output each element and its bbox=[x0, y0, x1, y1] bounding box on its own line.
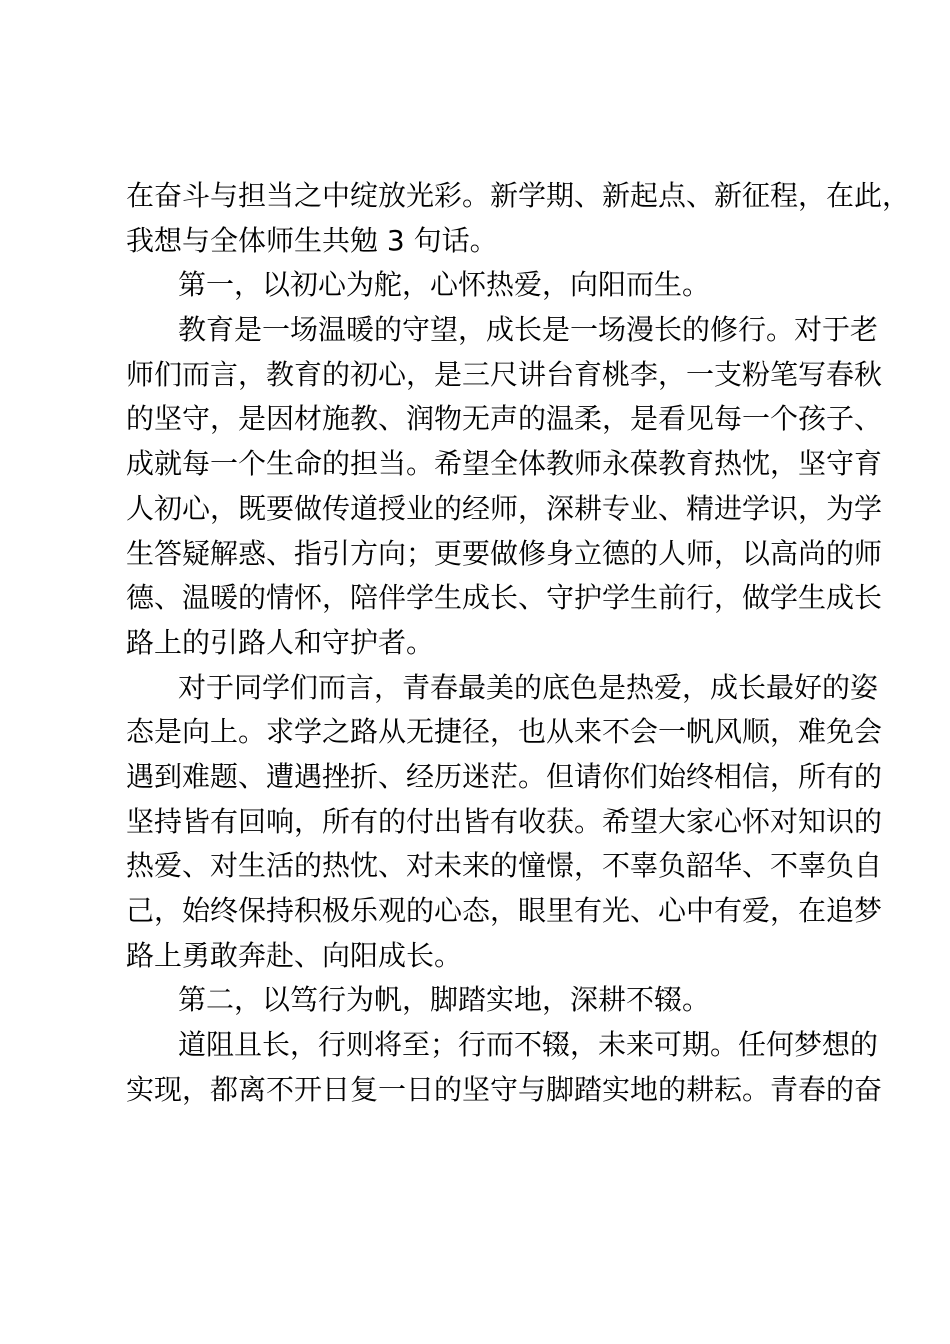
text-line: 遇到难题、遭遇挫折、经历迷茫。但请你们始终相信，所有的 bbox=[126, 759, 883, 793]
text-line: 第一，以初心为舵，心怀热爱，向阳而生。 bbox=[178, 268, 711, 302]
text-line: 在奋斗与担当之中绽放光彩。新学期、新起点、新征程，在此， bbox=[126, 179, 911, 212]
text-line: 实现，都离不开日复一日的坚守与脚踏实地的耕耘。青春的奋 bbox=[126, 1072, 883, 1106]
text-line: 路上的引路人和守护者。 bbox=[126, 625, 435, 659]
text-line: 道阻且长，行则将至；行而不辍，未来可期。任何梦想的 bbox=[178, 1028, 879, 1062]
text-line: 路上勇敢奔赴、向阳成长。 bbox=[126, 938, 463, 972]
text-line: 德、温暖的情怀，陪伴学生成长、守护学生前行，做学生成长 bbox=[126, 581, 883, 615]
text-line: 热爱、对生活的热忱、对未来的憧憬，不辜负韶华、不辜负自 bbox=[126, 849, 883, 883]
text-line: 生答疑解惑、指引方向；更要做修身立德的人师，以高尚的师 bbox=[126, 536, 883, 570]
document-body bbox=[126, 174, 911, 1112]
text-line: 第二，以笃行为帆，脚踏实地，深耕不辍。 bbox=[178, 983, 711, 1017]
text-line: 对于同学们而言，青春最美的底色是热爱，成长最好的姿 bbox=[178, 670, 879, 704]
text-line: 坚持皆有回响，所有的付出皆有收获。希望大家心怀对知识的 bbox=[126, 804, 883, 838]
text-line: 己，始终保持积极乐观的心态，眼里有光、心中有爱，在追梦 bbox=[126, 894, 883, 927]
text-line: 师们而言，教育的初心，是三尺讲台育桃李，一支粉笔写春秋 bbox=[126, 357, 883, 391]
text-line: 态是向上。求学之路从无捷径，也从来不会一帆风顺，难免会 bbox=[126, 715, 883, 749]
text-line: 我想与全体师生共勉 3 句话。 bbox=[126, 223, 498, 257]
text-line: 人初心，既要做传道授业的经师，深耕专业、精进学识，为学 bbox=[126, 491, 883, 525]
text-line: 教育是一场温暖的守望，成长是一场漫长的修行。对于老 bbox=[178, 313, 879, 347]
text-line: 的坚守，是因材施教、润物无声的温柔，是看见每一个孩子、 bbox=[126, 402, 883, 436]
text-line: 成就每一个生命的担当。希望全体教师永葆教育热忱，坚守育 bbox=[126, 447, 883, 481]
